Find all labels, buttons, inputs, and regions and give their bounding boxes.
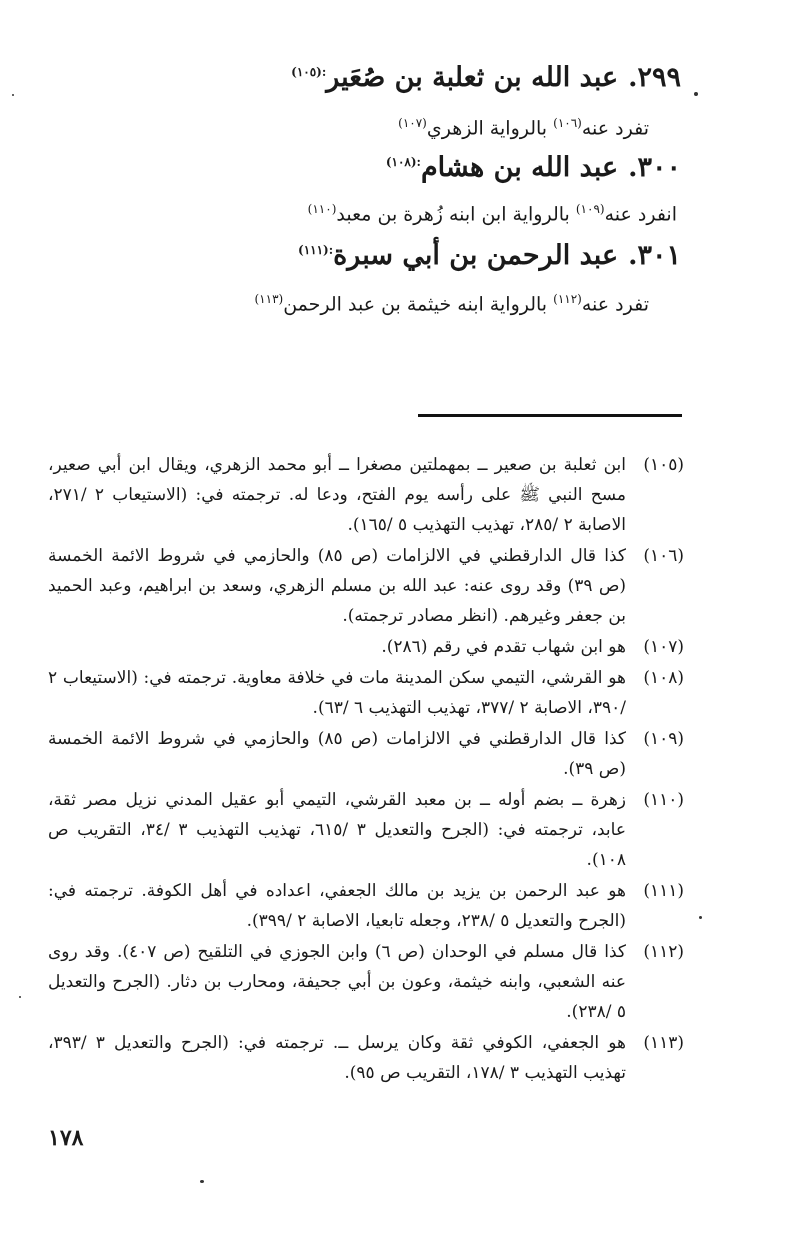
footnote-ref: (١١٣) — [254, 292, 284, 306]
entry-number: ٣٠١. — [628, 240, 681, 271]
footnote-ref: (١٠٦) — [553, 116, 582, 130]
page-number: ١٧٨ — [48, 1125, 84, 1151]
scan-speck — [694, 92, 698, 96]
footnote-text: هو الجعفي، الكوفي ثقة وكان يرسل ــ. ترجمته في: (الجرح والتعديل ٣ /٣٩٣، تهذيب التهذيب ٣ /١٧٨، التقريب ص ٩٥). — [48, 1033, 626, 1083]
entry-heading-300 — [386, 152, 681, 183]
entry-note-301 — [254, 292, 649, 315]
note-prefix: انفرد عنه — [604, 203, 677, 226]
entry-number: ٢٩٩. — [628, 62, 681, 93]
footnote-ref: :(١١١) — [298, 243, 334, 257]
footnote-110 — [48, 785, 684, 875]
footnote-number: (١٠٧) — [643, 637, 684, 657]
note-text: بالرواية ابنه خيثمة بن عبد الرحمن — [283, 293, 554, 316]
footnote-text: هو ابن شهاب تقدم في رقم (٢٨٦). — [381, 637, 626, 657]
note-prefix: تفرد عنه — [581, 117, 649, 140]
entry-note-300 — [308, 202, 677, 225]
footnote-ref: :(١٠٨) — [385, 155, 421, 169]
footnote-ref: (١٠٩) — [575, 202, 605, 216]
footnote-ref: (١٠٧) — [398, 116, 427, 130]
footnote-107 — [48, 632, 684, 662]
footnote-ref: (١١٠) — [307, 202, 337, 216]
footnote-number: (١٠٦) — [643, 546, 684, 566]
note-text: بالرواية ابن ابنه زُهرة بن معبد — [336, 203, 576, 226]
footnote-113 — [48, 1028, 684, 1088]
entry-heading-299 — [291, 62, 681, 93]
entry-name: عبد الرحمن بن أبي سبرة — [333, 240, 619, 271]
footnote-number: (١١٢) — [643, 942, 684, 962]
note-prefix: تفرد عنه — [581, 293, 649, 316]
footnote-text: زهرة ــ بضم أوله ــ بن معبد القرشي، التيمي أبو عقيل المدني نزيل مصر ثقة، عابد، ترجمته في: (الجرح والتعديل ٣ /٦١٥، تهذيب التهذيب ٣ /٣٤، التقريب ص ١٠٨). — [48, 790, 626, 870]
note-text: بالرواية الزهري — [426, 117, 554, 140]
footnote-number: (١٠٨) — [643, 668, 684, 688]
footnote-text: هو عبد الرحمن بن يزيد بن مالك الجعفي، اعداده في أهل الكوفة. ترجمته في: (الجرح والتعديل ٥ /٢٣٨، وجعله تابعيا، الاصابة ٢ /٣٩٩). — [48, 881, 626, 931]
footnote-111 — [48, 876, 684, 936]
entry-number: ٣٠٠. — [628, 152, 681, 183]
scan-speck — [200, 1180, 204, 1183]
footnote-ref: :(١٠٥) — [291, 65, 327, 79]
footnote-number: (١٠٩) — [643, 729, 684, 749]
footnote-text: ابن ثعلبة بن صعير ــ بمهملتين مصغرا ــ أبو محمد الزهري، ويقال ابن أبي صعير، مسح النبي ﷺ على رأسه يوم الفتح، ودعا له. ترجمته في: (الاستيعاب ٢ /٢٧١، الاصابة ٢ /٢٨٥، تهذيب التهذيب ٥ /١٦٥). — [48, 455, 626, 535]
footnote-ref: (١١٢) — [553, 292, 582, 306]
scan-speck — [699, 916, 702, 919]
footnote-108 — [48, 663, 684, 723]
footnote-number: (١١٠) — [643, 790, 684, 810]
footnote-number: (١١١) — [643, 881, 684, 901]
scan-speck — [19, 996, 21, 998]
entry-note-299 — [398, 116, 649, 139]
footnote-divider — [418, 414, 682, 417]
footnote-106 — [48, 541, 684, 631]
footnote-112 — [48, 937, 684, 1027]
footnote-text: هو القرشي، التيمي سكن المدينة مات في خلافة معاوية. ترجمته في: (الاستيعاب ٢ /٣٩٠، الاصابة ٢ /٣٧٧، تهذيب التهذيب ٦ /٦٣). — [48, 668, 626, 718]
footnote-109 — [48, 724, 684, 784]
footnote-number: (١٠٥) — [643, 455, 684, 475]
scan-speck — [12, 94, 14, 96]
footnote-105 — [48, 450, 684, 540]
footnote-text: كذا قال الدارقطني في الالزامات (ص ٨٥) والحازمي في شروط الائمة الخمسة (ص ٣٩) وقد روى عنه: عبد الله بن مسلم الزهري، وسعد بن ابراهيم، وعبد الحميد بن جعفر وغيرهم. (انظر مصادر ترجمته). — [48, 546, 627, 626]
entry-name: عبد الله بن ثعلبة بن صُعَير — [326, 62, 619, 93]
footnote-number: (١١٣) — [643, 1033, 684, 1053]
footnotes-section — [48, 450, 684, 1089]
footnote-text: كذا قال مسلم في الوحدان (ص ٦) وابن الجوزي في التلقيح (ص ٤٠٧). وقد روى عنه الشعبي، وابنه خيثمة، وعون بن أبي جحيفة، ومحارب بن دثار. (الجرح والتعديل ٥ /٢٣٨). — [48, 942, 626, 1022]
entry-heading-301 — [298, 240, 681, 271]
entry-name: عبد الله بن هشام — [420, 152, 619, 183]
footnote-text: كذا قال الدارقطني في الالزامات (ص ٨٥) والحازمي في شروط الائمة الخمسة (ص ٣٩). — [48, 729, 627, 779]
